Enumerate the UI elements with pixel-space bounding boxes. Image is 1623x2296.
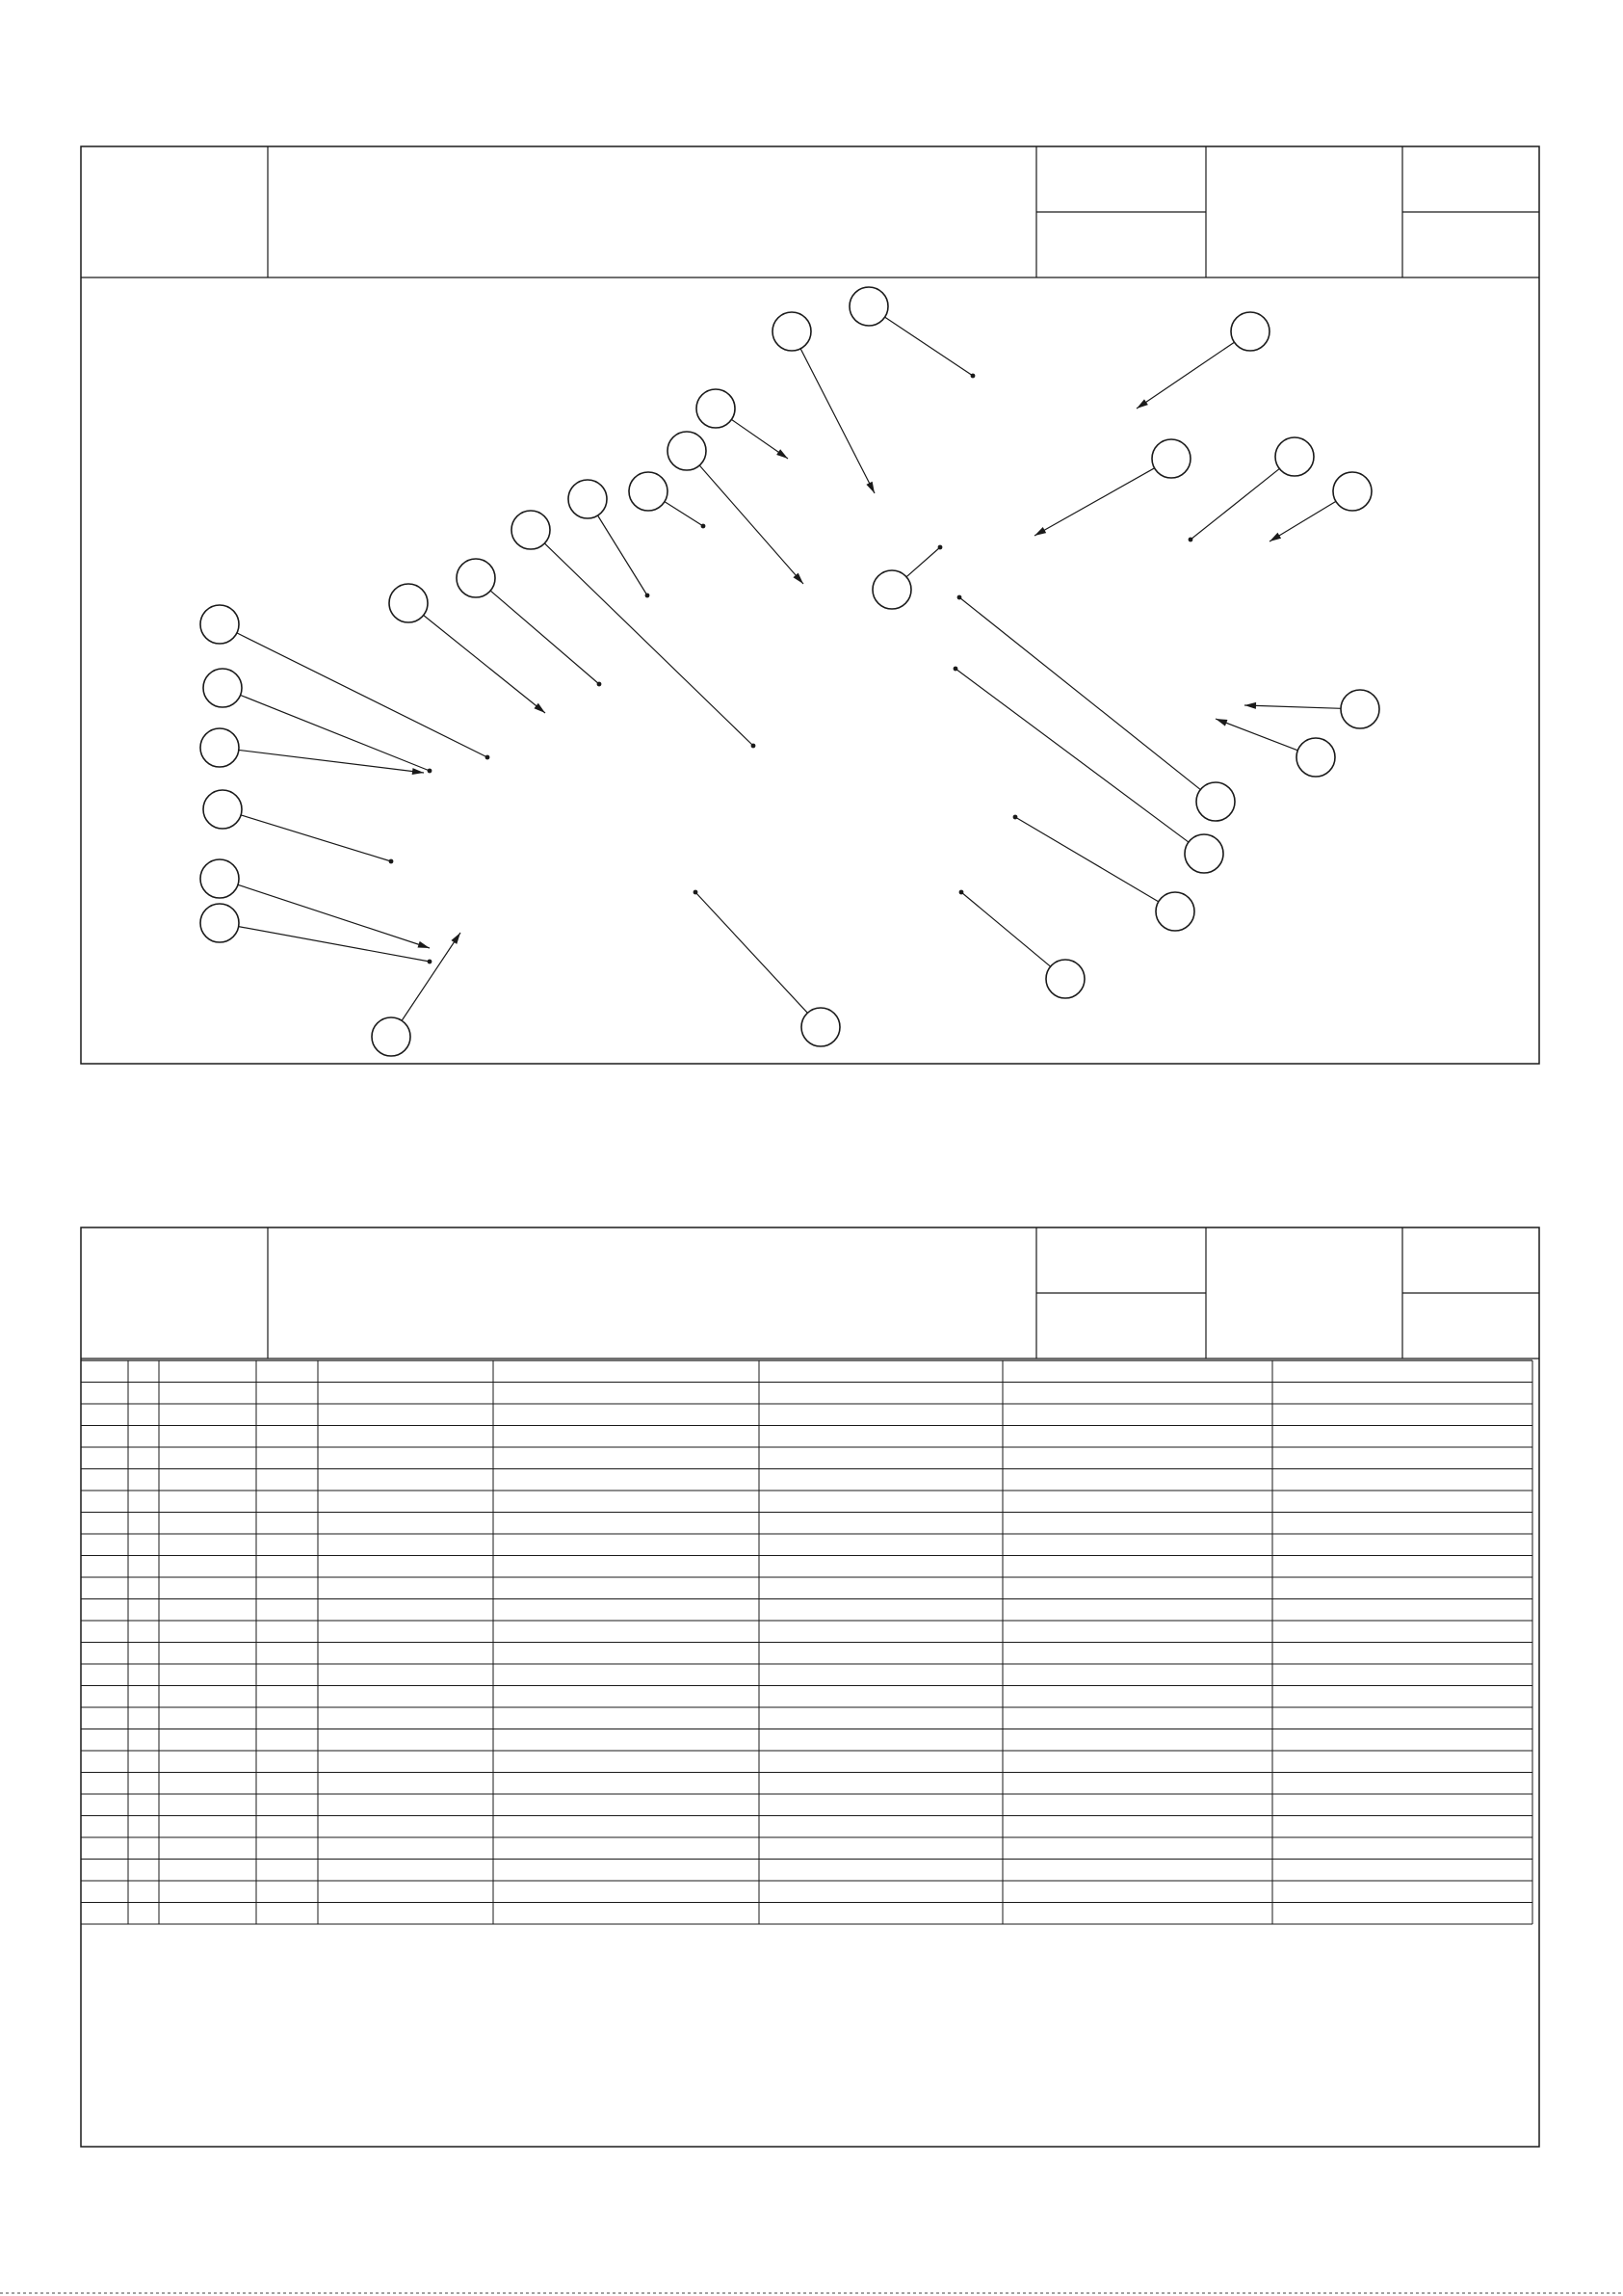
leader-dot xyxy=(597,682,602,687)
leader-line xyxy=(961,892,1051,966)
callout-balloon xyxy=(668,432,706,470)
diagram-page xyxy=(81,146,1539,1064)
arrowhead xyxy=(412,768,424,775)
callout-19 xyxy=(1216,719,1335,777)
leader-line xyxy=(955,669,1189,842)
callout-balloon xyxy=(1341,690,1379,728)
callout-leaders xyxy=(200,287,1379,1056)
arrowhead xyxy=(418,941,430,948)
callout-22 xyxy=(203,790,393,863)
parts-list-table xyxy=(81,1360,1532,1924)
callout-13 xyxy=(389,584,545,713)
arrowhead xyxy=(1137,399,1148,409)
leader-dot xyxy=(389,859,394,864)
leader-line xyxy=(699,465,803,584)
leader-dot xyxy=(957,595,962,600)
callout-balloon xyxy=(457,559,495,597)
leader-line xyxy=(1244,705,1341,708)
callout-1 xyxy=(772,312,875,493)
callout-balloon xyxy=(1185,834,1223,873)
callout-balloon xyxy=(873,570,911,609)
parts-list-title-block xyxy=(81,1227,1539,1359)
leader-dot xyxy=(971,374,976,379)
diagram-frame xyxy=(81,146,1539,1064)
callout-21 xyxy=(954,667,1223,873)
leader-line xyxy=(241,815,391,861)
callout-balloon xyxy=(1296,738,1335,777)
leader-dot xyxy=(428,769,432,774)
leader-dot xyxy=(645,594,650,598)
callout-27 xyxy=(694,890,840,1046)
callout-balloon xyxy=(511,511,550,549)
callout-balloon xyxy=(1333,472,1372,511)
callout-balloon xyxy=(200,904,239,942)
arrowhead xyxy=(534,703,545,713)
leader-dot xyxy=(485,755,490,760)
leader-line xyxy=(885,317,973,376)
leader-line xyxy=(695,892,807,1013)
leader-line xyxy=(1216,719,1297,751)
callout-balloon xyxy=(696,389,735,428)
leader-line xyxy=(1191,468,1279,540)
leader-line xyxy=(1137,342,1234,409)
callout-balloon xyxy=(801,1008,840,1046)
arrowhead xyxy=(1270,533,1281,541)
arrowhead xyxy=(866,482,875,493)
callout-balloon xyxy=(372,1017,410,1056)
callout-balloon xyxy=(568,480,607,518)
leader-line xyxy=(490,591,599,684)
leader-line xyxy=(238,884,430,948)
callout-balloon xyxy=(200,605,239,644)
callout-balloon xyxy=(850,287,888,326)
callout-23 xyxy=(1013,815,1194,931)
callout-3 xyxy=(696,389,788,459)
leader-line xyxy=(1015,817,1159,902)
leader-line xyxy=(424,616,545,713)
leader-line xyxy=(800,349,875,493)
callout-balloon xyxy=(1196,782,1235,821)
callout-balloon xyxy=(203,790,242,829)
callout-20 xyxy=(200,728,424,775)
callout-balloon xyxy=(389,584,428,622)
callout-balloon xyxy=(200,728,239,767)
callout-balloon xyxy=(1275,437,1314,476)
callout-7 xyxy=(629,472,705,528)
leader-line xyxy=(402,933,460,1020)
leader-dot xyxy=(1189,538,1193,542)
parts-list-frame xyxy=(81,1227,1539,2147)
leader-dot xyxy=(694,890,698,895)
callout-9 xyxy=(1270,472,1372,541)
parts-list-page xyxy=(81,1227,1539,2147)
arrowhead xyxy=(1034,527,1046,536)
callout-16 xyxy=(957,595,1235,821)
callout-balloon xyxy=(203,669,242,707)
callout-balloon xyxy=(1156,892,1194,931)
leader-line xyxy=(241,695,430,771)
leader-line xyxy=(906,547,940,577)
leader-line xyxy=(544,543,753,746)
leader-dot xyxy=(428,960,432,964)
callout-balloon xyxy=(1046,960,1085,998)
arrowhead xyxy=(451,933,460,944)
diagram-title-block xyxy=(81,146,1539,277)
callout-balloon xyxy=(772,312,811,351)
arrowhead xyxy=(1244,702,1256,709)
leader-line xyxy=(1034,468,1155,536)
leader-line xyxy=(598,515,647,595)
leader-line xyxy=(1270,501,1336,541)
callout-28 xyxy=(372,933,460,1056)
callout-18 xyxy=(1244,690,1379,728)
callout-11 xyxy=(511,511,755,748)
leader-dot xyxy=(959,890,964,895)
callout-26 xyxy=(959,890,1085,998)
leader-dot xyxy=(954,667,958,672)
callout-17 xyxy=(203,669,432,773)
callout-14 xyxy=(873,545,942,609)
callout-6 xyxy=(1034,439,1191,536)
callout-balloon xyxy=(1231,312,1270,351)
leader-dot xyxy=(701,524,706,529)
leader-line xyxy=(665,502,703,526)
leader-dot xyxy=(1013,815,1018,820)
callout-balloon xyxy=(1152,439,1191,478)
leader-dot xyxy=(751,744,756,749)
callout-4 xyxy=(1137,312,1270,409)
leader-line xyxy=(239,927,430,962)
leader-dot xyxy=(938,545,943,550)
callout-balloon xyxy=(200,859,239,898)
arrowhead xyxy=(776,449,788,459)
leader-line xyxy=(239,750,424,773)
callout-25 xyxy=(200,904,432,963)
arrowhead xyxy=(1216,719,1227,726)
callout-balloon xyxy=(629,472,668,511)
leader-line xyxy=(237,633,487,757)
callout-2 xyxy=(850,287,975,378)
